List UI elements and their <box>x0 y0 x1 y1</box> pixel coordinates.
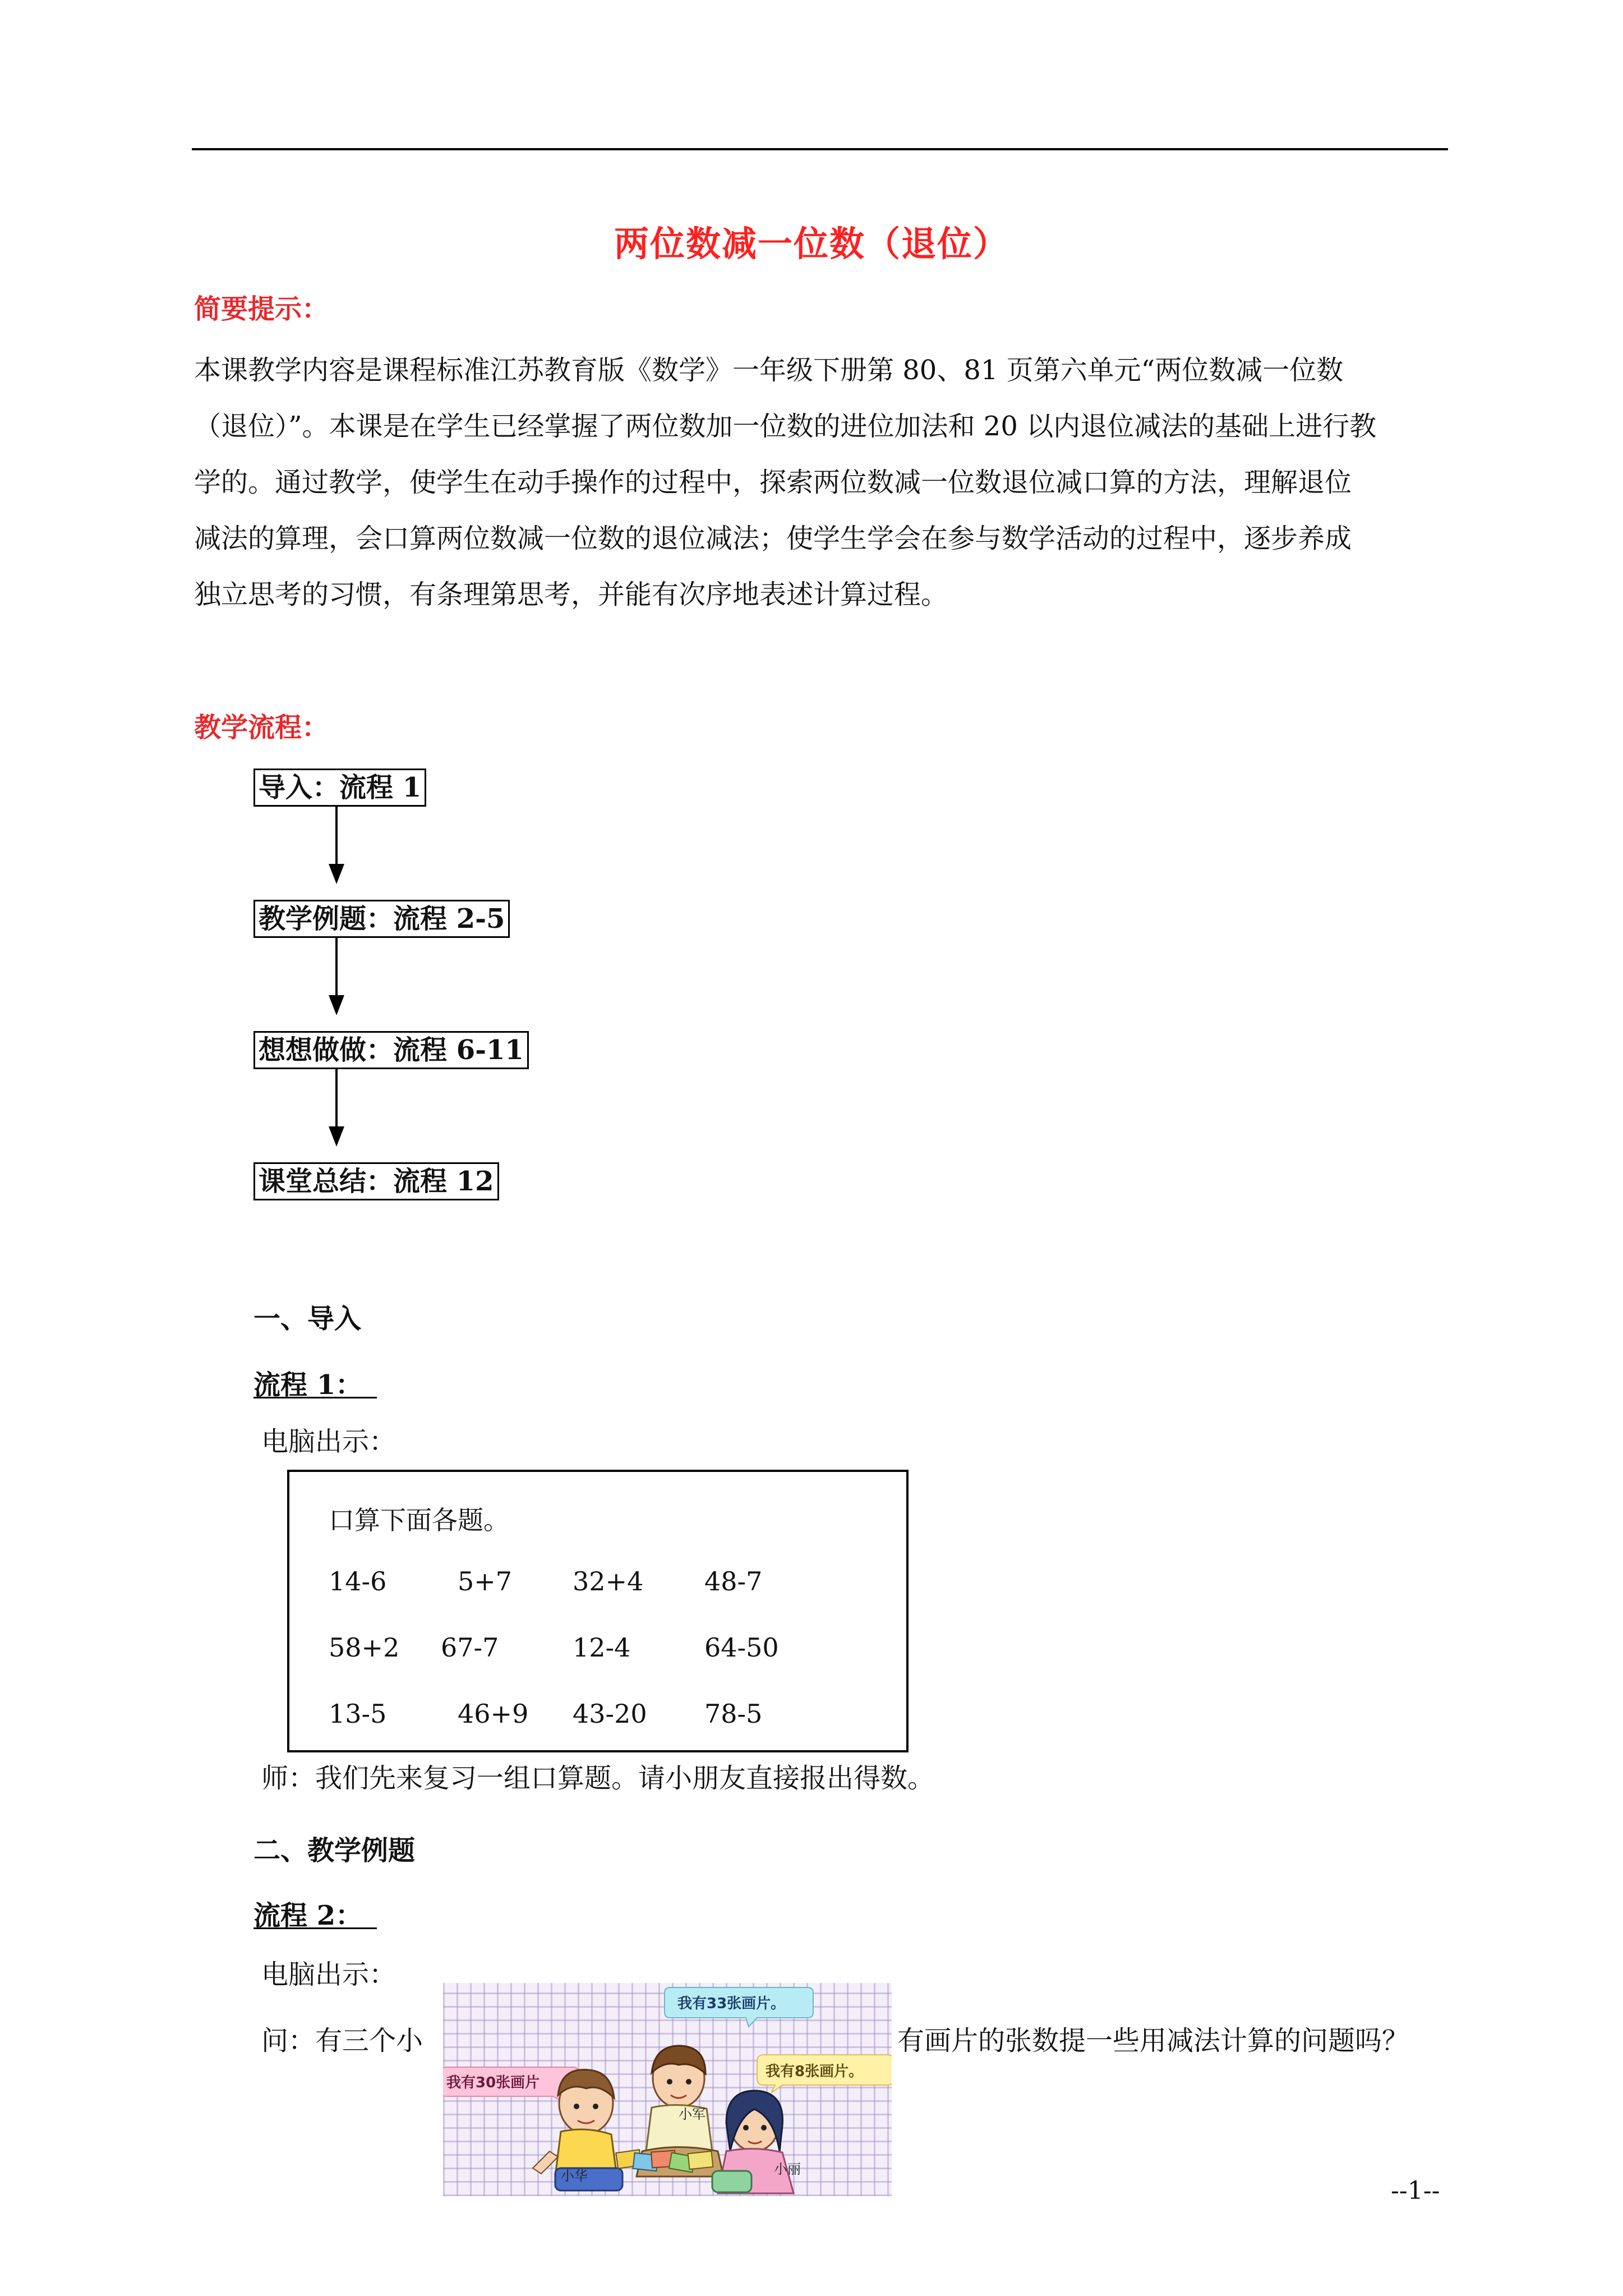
flow-arrow <box>335 1068 338 1130</box>
flow-heading: 教学流程： <box>194 712 329 743</box>
quiz-item: 58+2 <box>329 1632 400 1663</box>
quiz-item: 5+7 <box>458 1566 513 1596</box>
child-name: 小军 <box>679 2106 706 2122</box>
quiz-item: 78-5 <box>704 1699 763 1729</box>
children-illustration-svg <box>443 1983 892 2196</box>
summary-line: 学的。通过教学，使学生在动手操作的过程中，探索两位数减一位数退位减口算的方法，理解退位 <box>194 467 1352 498</box>
arrow-head-icon <box>329 995 344 1015</box>
document-title: 两位数减一位数（退位） <box>614 223 1009 264</box>
girl-xiaoli-figure <box>712 2091 794 2193</box>
quiz-item: 46+9 <box>458 1699 529 1729</box>
quiz-item: 43-20 <box>573 1699 647 1729</box>
summary-line: 独立思考的习惯，有条理第思考，并能有次序地表述计算过程。 <box>194 579 948 610</box>
summary-paragraph <box>194 342 1447 623</box>
child-name: 小华 <box>561 2168 588 2184</box>
quiz-item: 13-5 <box>329 1699 387 1729</box>
summary-line: 本课教学内容是课程标准江苏教育版《数学》一年级下册第 80、81 页第六单元“两位数减一位数 <box>194 355 1344 386</box>
quiz-title: 口算下面各题。 <box>329 1505 509 1535</box>
quiz-item: 48-7 <box>704 1566 763 1596</box>
child-name: 小丽 <box>774 2161 801 2177</box>
process-label-2: 流程 2： <box>253 1900 363 1931</box>
bubble-text: 我有33张画片。 <box>677 1995 786 2012</box>
question-start: 问：有三个小 <box>261 2025 423 2056</box>
process-label-1: 流程 1： <box>253 1369 363 1401</box>
page-number: --1-- <box>1391 2177 1440 2205</box>
quiz-item: 32+4 <box>573 1566 644 1596</box>
process-underline <box>253 1397 377 1398</box>
flow-arrow <box>335 806 338 867</box>
flow-arrow <box>335 937 338 999</box>
quiz-item: 64-50 <box>704 1632 779 1663</box>
display-label-1: 电脑出示： <box>261 1426 396 1457</box>
arrow-head-icon <box>329 1126 344 1147</box>
section-heading-examples: 二、教学例题 <box>253 1835 416 1866</box>
flow-step-intro: 导入：流程 1 <box>253 769 426 807</box>
header-rule <box>192 148 1448 150</box>
quiz-item: 14-6 <box>329 1566 387 1596</box>
summary-heading: 简要提示： <box>194 293 329 325</box>
bubble-text: 我有30张画片 <box>446 2074 540 2091</box>
summary-line: （退位）”。本课是在学生已经掌握了两位数加一位数的进位加法和 20 以内退位减法的基础上进行教 <box>194 411 1377 442</box>
teacher-line: 师：我们先来复习一组口算题。请小朋友直接报出得数。 <box>261 1763 935 1794</box>
section-heading-intro: 一、导入 <box>253 1303 362 1335</box>
process-underline <box>253 1927 377 1929</box>
arrow-head-icon <box>329 864 344 884</box>
quiz-item: 12-4 <box>573 1632 631 1663</box>
bubble-text: 我有8张画片。 <box>766 2063 864 2080</box>
question-end: 有画片的张数提一些用减法计算的问题吗？ <box>897 2025 1409 2056</box>
quiz-box <box>287 1470 909 1752</box>
quiz-item: 67-7 <box>441 1632 499 1663</box>
display-label-2: 电脑出示： <box>261 1959 396 1990</box>
summary-line: 减法的算理，会口算两位数减一位数的退位减法；使学生学会在参与数学活动的过程中，逐步养成 <box>194 523 1352 554</box>
flow-step-summary: 课堂总结：流程 12 <box>253 1162 499 1200</box>
flow-step-examples: 教学例题：流程 2-5 <box>253 900 510 938</box>
children-cards-illustration <box>443 1983 892 2196</box>
flow-step-practice: 想想做做：流程 6-11 <box>253 1031 529 1069</box>
